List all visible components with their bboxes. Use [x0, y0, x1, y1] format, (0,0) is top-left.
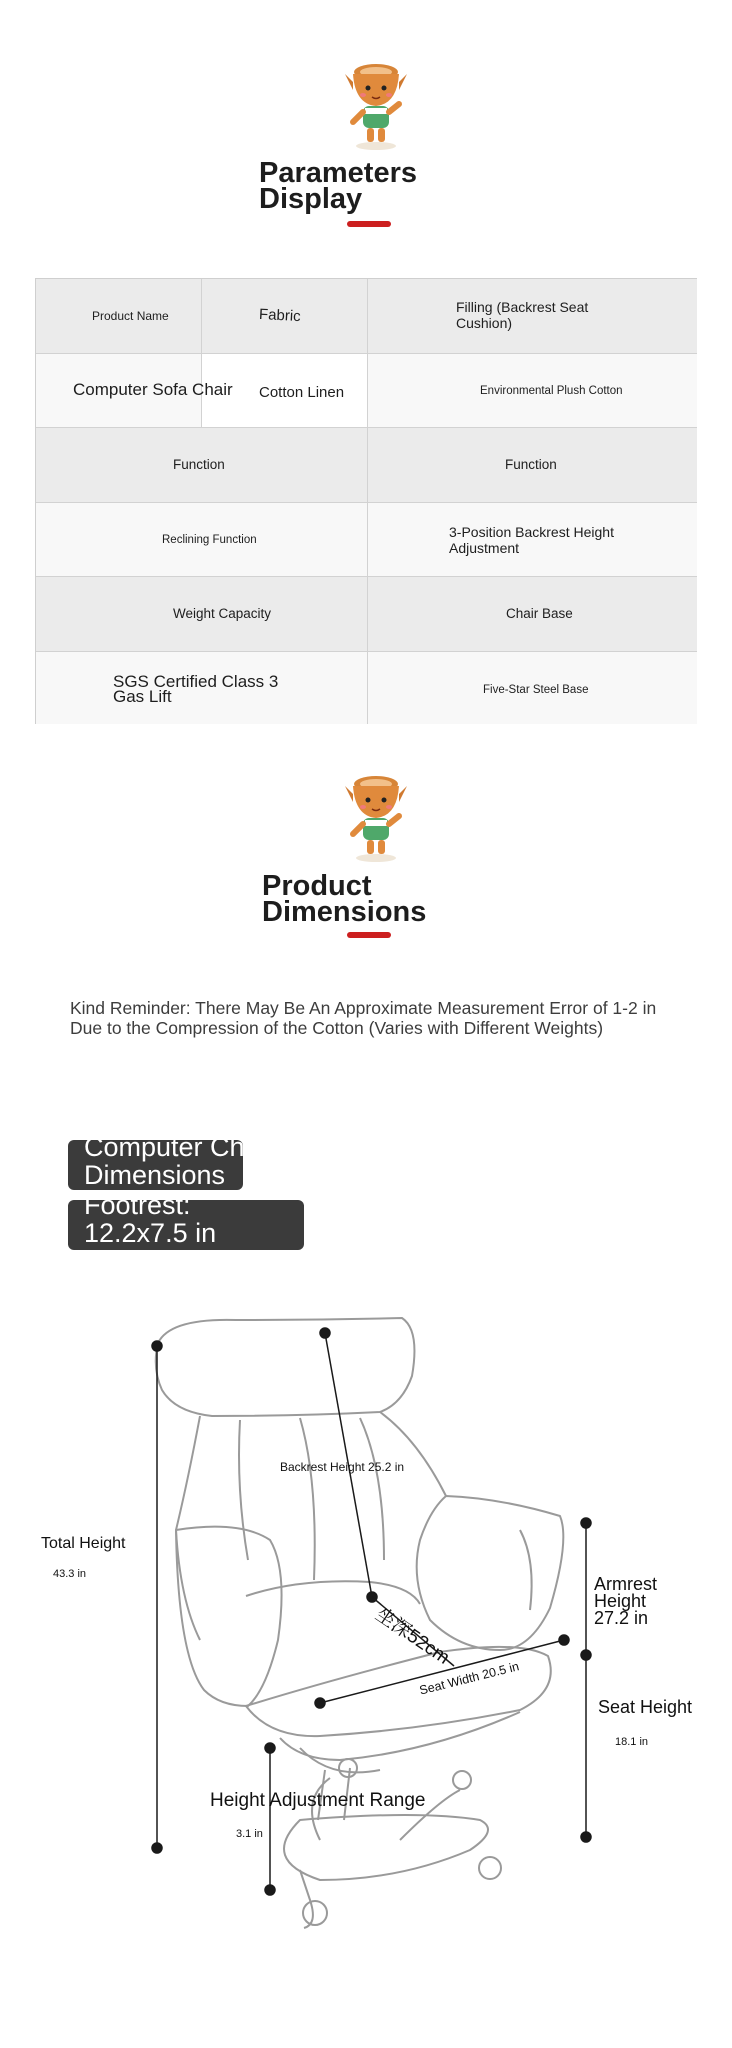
title-line2: Display: [259, 183, 363, 215]
table-cell: [368, 577, 697, 652]
table-cell: [36, 577, 368, 652]
pill-line1: Footrest:: [84, 1190, 191, 1220]
seat-height-label: Seat Height: [598, 1697, 693, 1717]
fabric-value: Cotton Linen: [259, 384, 345, 401]
chair-dimensions-pill: [68, 1132, 275, 1190]
title-line1: Product: [262, 870, 372, 902]
base-value: Five-Star Steel Base: [483, 684, 589, 696]
armrest-value: 27.2 in: [594, 1608, 649, 1628]
title-line1: Parameters: [259, 157, 417, 189]
table-cell: [36, 428, 368, 503]
seat-width-label: Seat Width 20.5 in: [418, 1659, 521, 1698]
function-value-right: 3-Position Backrest Height Adjustment: [449, 524, 614, 556]
filling-value: Environmental Plush Cotton: [480, 385, 623, 397]
table-cell: [368, 503, 697, 577]
table-cell: [368, 354, 697, 428]
footrest-pill: [68, 1190, 304, 1250]
function-header-right: Function: [505, 457, 557, 472]
armrest-label-line2: Height: [594, 1591, 647, 1611]
table-cell: [36, 354, 233, 428]
kind-reminder: Kind Reminder: There May Be An Approximate Measurement Error of 1-2 in Due to the Compression of the Cotton (Varies with Different Weights): [70, 998, 657, 1038]
height-adjustment-value: 3.1 in: [236, 1828, 263, 1840]
table-cell: [368, 652, 697, 724]
table-cell: [368, 279, 697, 354]
table-cell: [36, 279, 202, 354]
base-header: Chair Base: [506, 606, 573, 621]
total-height-value: 43.3 in: [53, 1568, 87, 1580]
filling-header: Filling (Backrest Seat Cushion): [456, 299, 589, 331]
backrest-height-label: Backrest Height 25.2 in: [280, 1460, 405, 1474]
armrest-height-label: [594, 1576, 657, 1627]
pill-line2: Dimensions: [84, 1160, 226, 1190]
section-title-parameters: [259, 157, 417, 215]
pill-line2: 12.2x7.5 in: [84, 1218, 217, 1248]
weight-value: SGS Certified Class 3 Gas Lift: [113, 672, 279, 706]
seat-height-value: 18.1 in: [615, 1736, 649, 1748]
title-underline: [347, 932, 391, 938]
fabric-header: Fabric: [258, 305, 302, 326]
pill-line1: Computer Chair: [84, 1132, 275, 1162]
table-cell: [368, 428, 697, 503]
table-cell: [202, 354, 368, 428]
weight-header: Weight Capacity: [173, 606, 272, 621]
product-name-header: Product Name: [92, 309, 169, 323]
height-adjustment-label: Height Adjustment Range: [210, 1790, 426, 1811]
mascot-icon: [341, 772, 411, 864]
parameters-table: [35, 278, 697, 724]
armrest-label-line1: Armrest: [594, 1574, 657, 1594]
table-cell: [202, 279, 368, 354]
title-underline: [347, 221, 391, 227]
seat-depth-label: 坐深52cm: [371, 1604, 454, 1669]
section-title-dimensions: [262, 870, 427, 928]
table-cell: [36, 652, 368, 724]
product-name-value: Computer Sofa Chair: [73, 380, 233, 399]
total-height-label: Total Height: [41, 1535, 126, 1552]
title-line2: Dimensions: [262, 896, 427, 928]
function-header-left: Function: [173, 457, 225, 472]
function-value-left: Reclining Function: [162, 534, 257, 546]
mascot-icon: [341, 60, 411, 152]
table-cell: [36, 503, 368, 577]
